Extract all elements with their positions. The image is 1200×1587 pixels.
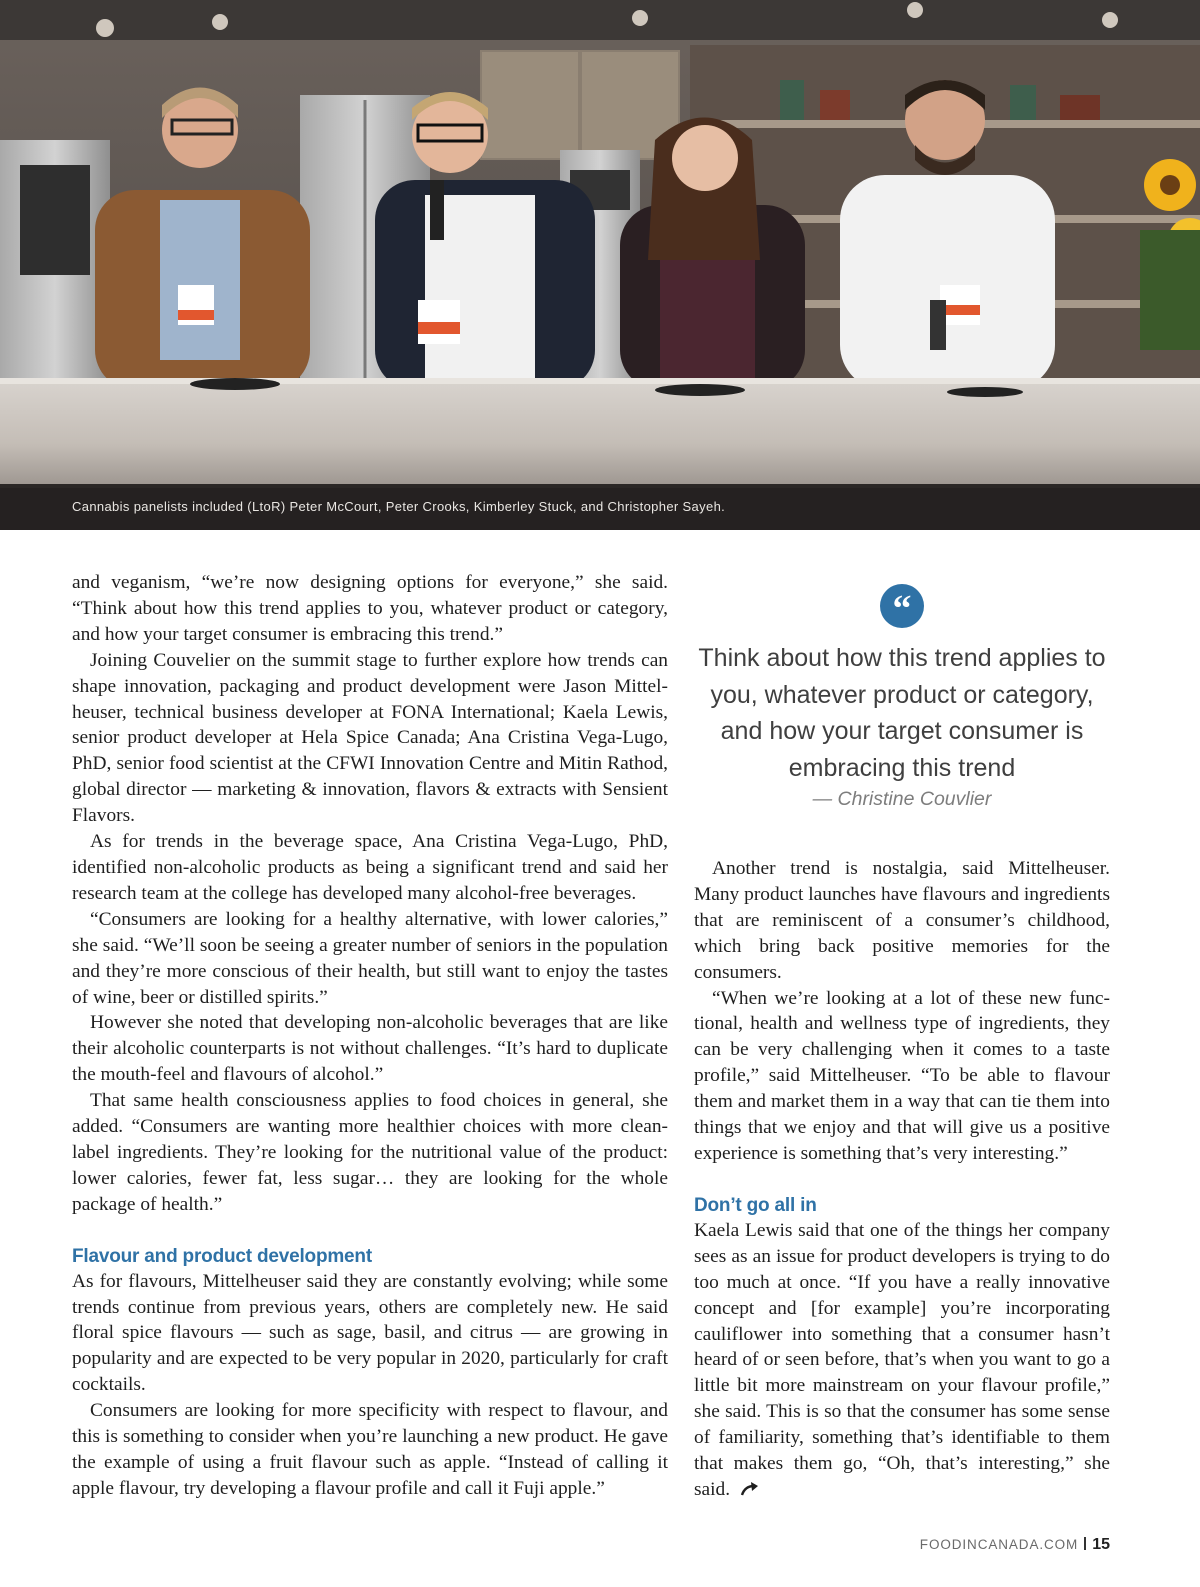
page-footer [920, 1536, 1110, 1554]
section-heading: Don’t go all in [694, 1194, 817, 1216]
paragraph: That same health consciousness applies to food choices in general, she added. “Consumers are wanting more healthier choices with more clean-label ingredients. They’re looking for the nutritional value of the product: lower calories, fewer fat, less sugar… they are looking for the whole package of health.” [72, 1090, 668, 1215]
section-heading: Flavour and product development [72, 1245, 372, 1267]
pull-quote [694, 584, 1110, 811]
paragraph: However she noted that developing non-alcoholic beverages that are like their alcoholic counterparts is not without challenges. “It’s hard to duplicate the mouth-feel and flavours of alcohol.” [72, 1012, 668, 1086]
paragraph: Joining Couvelier on the summit stage to further explore how trends can shape innovation, packaging and product development were Jason Mittelheuser, technical business developer at FONA International; Kaela Lewis, senior product developer at Hela Spice Canada; Ana Cristina Vega-Lugo, PhD, senior food scientist at the CFWI Innovation Centre and Mitin Rathod, global director — marketing & innovation, flavors & extracts with Sensient Flavors. [72, 649, 668, 827]
paragraph: “Consumers are looking for a healthy alternative, with lower calories,” she said. “We’ll soon be seeing a greater number of seniors in the population and they’re more conscious of their health, but still want to enjoy the tastes of wine, beer or distilled spirits.” [72, 908, 668, 1008]
page-number: 15 [1092, 1536, 1110, 1553]
footer-divider [1084, 1537, 1086, 1550]
svg-text:“: “ [892, 588, 912, 628]
paragraph: “When we’re looking at a lot of these new functional, health and wellness type of ingredients, they can be very challenging when it comes to a taste profile,” said Mittelheuser. “To be able to flavour them and market them in a way that can tie them into things that we enjoy and that will give us a positive experience is something that’s very interesting.” [694, 987, 1110, 1164]
left-column [72, 570, 668, 1502]
footer-site: FOODINCANADA.COM [919, 1537, 1079, 1552]
pull-quote-author: — Christine Couvlier [812, 788, 992, 810]
paragraph-text: Kaela Lewis said that one of the things her company sees as an issue for product developers is trying to do too much at once. “If you have a really innovative concept and [for example] you’re incorporating cauliflower into something that a consumer hasn’t heard of or seen before, that’s when you want to go a little bit more mainstream on your flavour profile,” she said. This is so that the consumer has some sense of familiarity, something that’s identifiable to them that makes them go, “Oh, that’s interesting,” she said. [694, 1219, 1110, 1500]
paragraph: Consumers are looking for more specificity with respect to flavour, and this is something to consider when you’re launching a new product. He gave the example of using a fruit flavour such as apple. “Instead of calling it apple flavour, try developing a flavour profile and call it Fuji apple.” [72, 1400, 668, 1499]
paragraph [694, 1218, 1110, 1503]
paragraph: and veganism, “we’re now designing options for everyone,” she said. “Think about how this trend applies to you, whatever product or category, and how your target consumer is embracing this trend.” [72, 572, 668, 645]
paragraph: Another trend is nostalgia, said Mittelheuser. Many product launches have flavours and ingredients that are reminiscent of a consumer’s childhood, which bring back positive memories for the consumers. [694, 858, 1110, 983]
panel-photo-illustration [0, 0, 1200, 530]
quote-icon [880, 584, 924, 628]
header-photo [0, 0, 1200, 530]
continue-arrow-icon [740, 1481, 760, 1497]
photo-caption: Cannabis panelists included (LtoR) Peter McCourt, Peter Crooks, Kimberley Stuck, and Christopher Sayeh. [72, 499, 726, 514]
pull-quote-text: Think about how this trend applies to you, whatever product or category, and how your target consumer is embracing this trend [698, 644, 1106, 782]
paragraph: As for flavours, Mittelheuser said they are constantly evolving; while some trends continue from previous years, others are completely new. He said floral spice flavours — such as sage, basil, and citrus — are growing in popularity and are expected to be very popular in 2020, particularly for craft cocktails. [72, 1270, 668, 1396]
right-column [694, 856, 1110, 1503]
paragraph: As for trends in the beverage space, Ana Cristina Vega-Lugo, PhD, identified non-alcoholic products as being a significant trend and said her research team at the college has developed many alcohol-free beverages. [72, 831, 668, 904]
